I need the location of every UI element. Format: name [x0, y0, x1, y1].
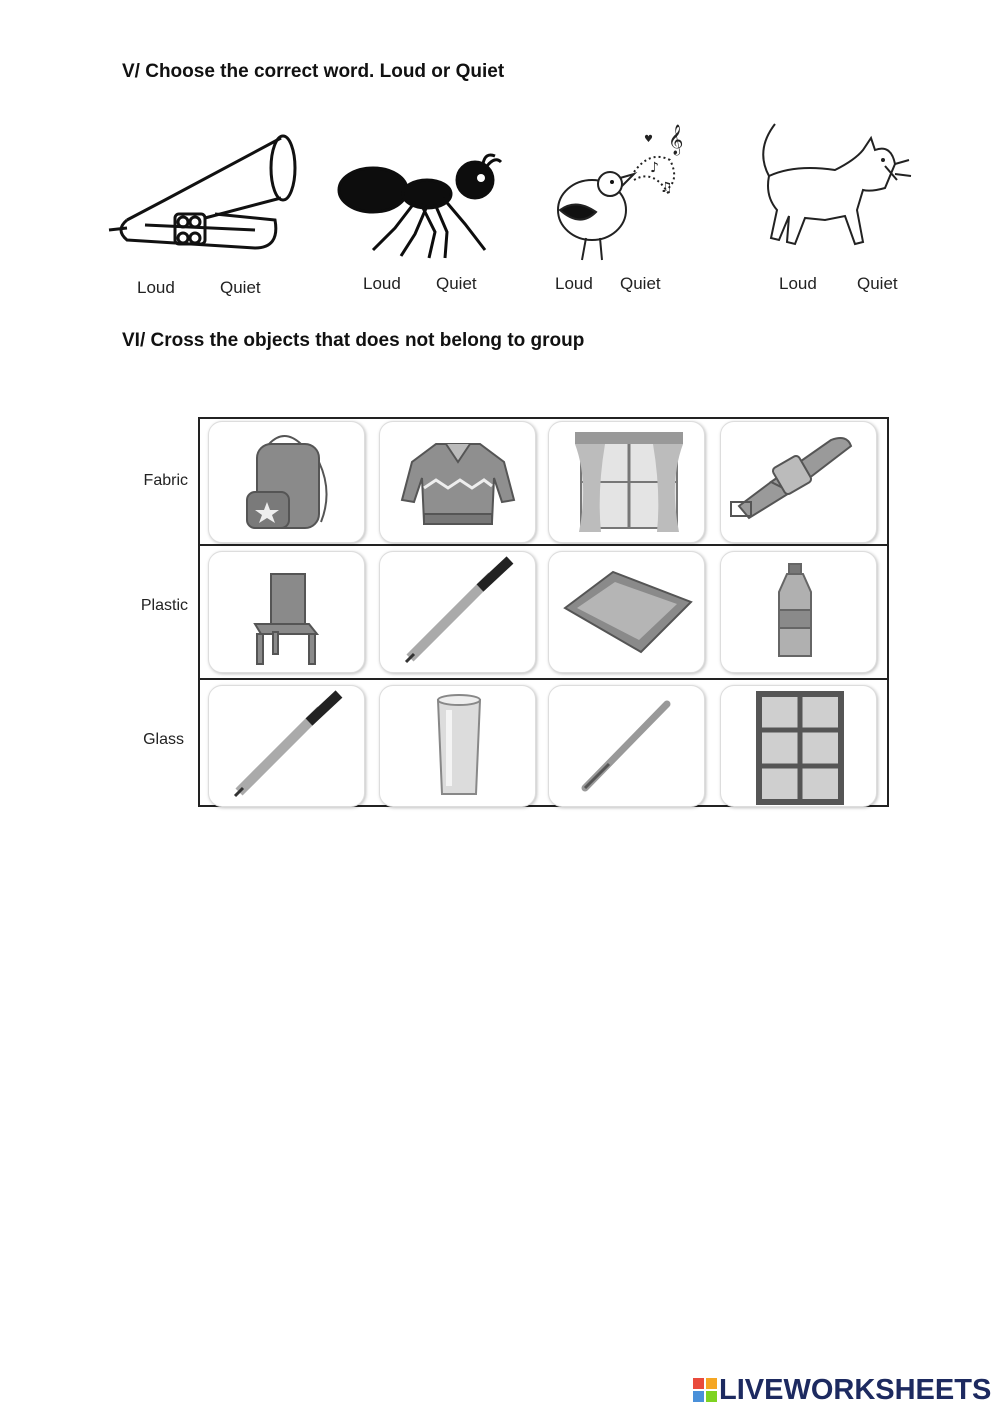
cell-glass-pen[interactable] — [208, 685, 365, 807]
cell-plastic-chair[interactable] — [208, 551, 365, 673]
ant-icon — [335, 150, 510, 270]
dog-option-quiet[interactable]: Quiet — [857, 274, 898, 293]
svg-text:♪: ♪ — [650, 160, 659, 176]
pen-icon — [380, 552, 535, 672]
sweater-icon — [380, 422, 535, 542]
cell-fabric-watch[interactable] — [720, 421, 877, 543]
curtains-icon — [549, 422, 704, 542]
watch-icon — [721, 422, 876, 542]
cell-fabric-curtains[interactable] — [548, 421, 705, 543]
drinking-glass-icon — [380, 686, 535, 806]
cell-glass-drinking-glass[interactable] — [379, 685, 536, 807]
tray-icon — [549, 552, 704, 672]
cell-fabric-backpack[interactable] — [208, 421, 365, 543]
bird-option-loud[interactable]: Loud — [555, 274, 593, 293]
cell-plastic-tray[interactable] — [548, 551, 705, 673]
cell-fabric-sweater[interactable] — [379, 421, 536, 543]
materials-table — [198, 417, 889, 807]
logo-mark-icon — [693, 1378, 717, 1402]
trumpet-icon — [105, 130, 305, 270]
sound-item-trumpet — [105, 130, 305, 300]
dog-option-loud[interactable]: Loud — [779, 274, 817, 293]
thermometer-icon — [549, 686, 704, 806]
section-6-heading: VI/ Cross the objects that does not belong to group — [122, 330, 585, 351]
svg-text:♥: ♥ — [644, 134, 653, 145]
trumpet-option-quiet[interactable]: Quiet — [220, 278, 261, 297]
row-divider — [200, 544, 887, 546]
window-icon — [721, 686, 876, 806]
backpack-icon — [209, 422, 364, 542]
barking-dog-icon — [745, 120, 925, 270]
ant-option-loud[interactable]: Loud — [363, 274, 401, 293]
section-5-heading: V/ Choose the correct word. Loud or Quiet — [122, 61, 505, 82]
row-label-glass: Glass — [143, 731, 184, 748]
sound-item-bird — [550, 120, 695, 300]
cell-glass-window[interactable] — [720, 685, 877, 807]
cell-plastic-bottle[interactable] — [720, 551, 877, 673]
ant-option-quiet[interactable]: Quiet — [436, 274, 477, 293]
chair-icon — [209, 552, 364, 672]
row-label-plastic: Plastic — [140, 597, 188, 614]
bottle-icon — [721, 552, 876, 672]
cell-plastic-pen[interactable] — [379, 551, 536, 673]
svg-text:𝄞: 𝄞 — [668, 125, 684, 155]
logo-text: LIVEWORKSHEETS — [719, 1373, 992, 1406]
bird-option-quiet[interactable]: Quiet — [620, 274, 661, 293]
row-label-fabric: Fabric — [143, 472, 188, 489]
pen-icon — [209, 686, 364, 806]
svg-text:♫: ♫ — [660, 180, 673, 196]
liveworksheets-logo — [693, 1374, 991, 1406]
trumpet-option-loud[interactable]: Loud — [137, 278, 175, 297]
cell-glass-thermometer[interactable] — [548, 685, 705, 807]
singing-bird-icon — [550, 120, 695, 270]
sound-item-dog — [745, 120, 925, 300]
row-divider — [200, 678, 887, 680]
sound-item-ant — [335, 150, 510, 300]
